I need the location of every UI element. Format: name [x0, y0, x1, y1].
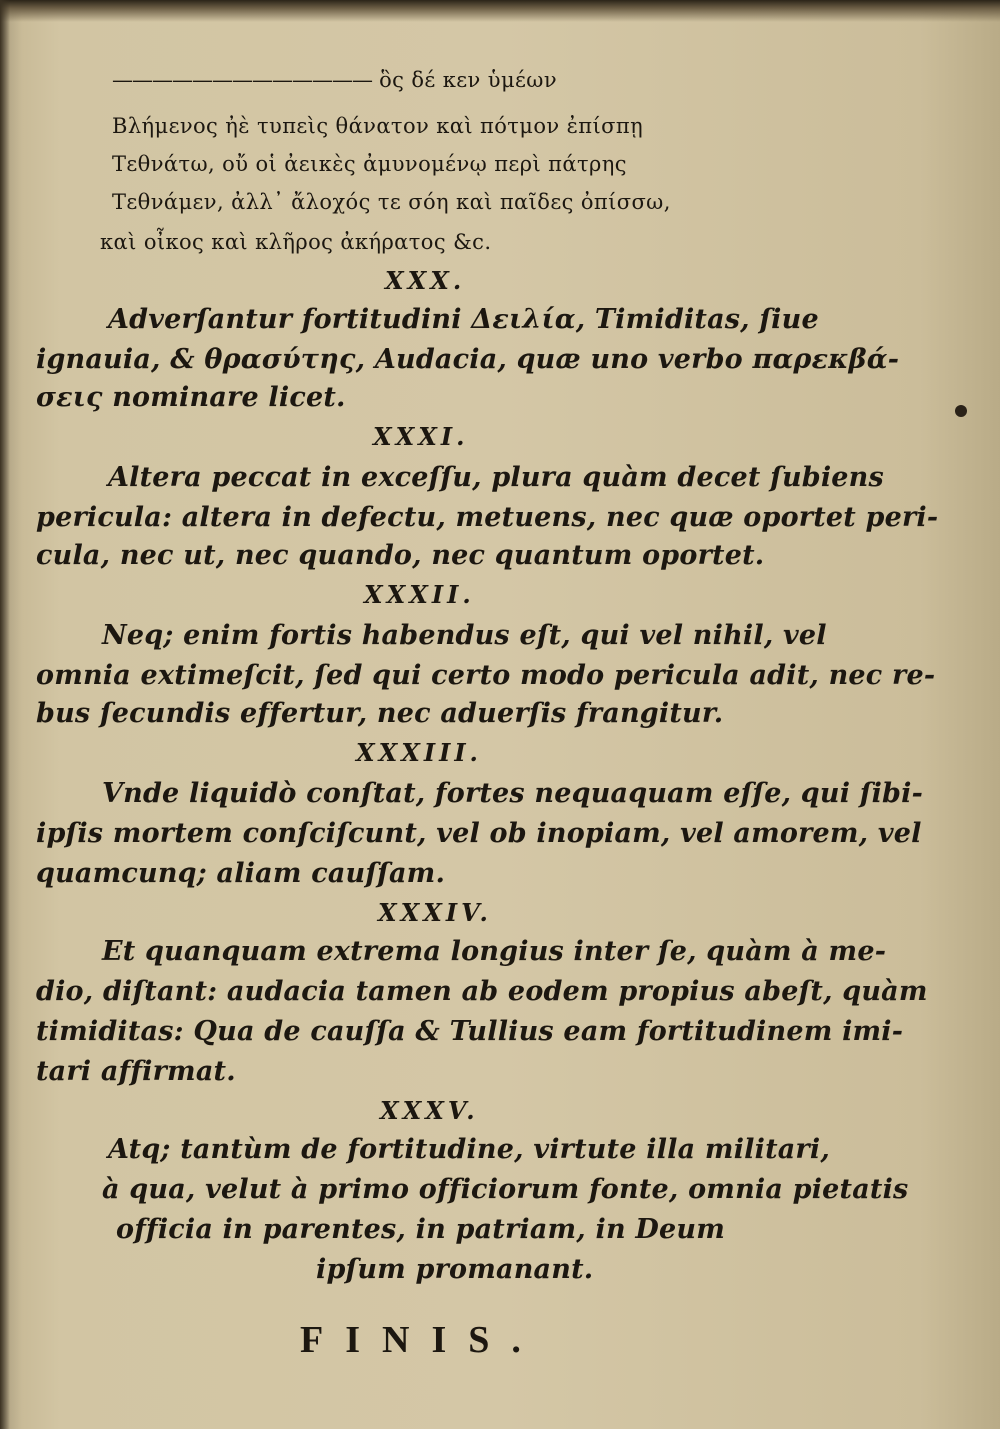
section-numeral: XXXII.: [364, 580, 475, 609]
section-numeral: XXX.: [385, 266, 466, 295]
finis-colophon: FINIS.: [300, 1319, 543, 1361]
section-line: Atq; tantùm de fortitudine, virtute illa militari,: [108, 1134, 830, 1165]
verse-rule: —————————————: [112, 68, 372, 92]
section-line: Vnde liquidò conſtat, fortes nequaquam eſſe, qui ſibi-: [102, 778, 923, 809]
section-line: officia in parentes, in patriam, in Deum: [116, 1214, 725, 1245]
verse-line-2: Βλήμενος ἠὲ τυπεὶς θάνατον καὶ πότμον ἐπίσπῃ: [112, 114, 644, 138]
section-line: quamcunq; aliam cauſſam.: [36, 858, 446, 889]
section-line: Et quanquam extrema longius inter ſe, quàm à me-: [102, 936, 887, 967]
section-line: omnia extimeſcit, ſed qui certo modo pericula adit, nec re-: [36, 660, 936, 691]
verse-line-5: καὶ οἶκος καὶ κλῆρος ἀκήρατος &c.: [100, 230, 492, 254]
section-line: bus ſecundis effertur, nec aduerſis frangitur.: [36, 698, 724, 729]
ink-stain: [955, 405, 967, 417]
section-line: à qua, velut à primo officiorum fonte, omnia pietatis: [102, 1174, 909, 1205]
verse-line-1: [112, 64, 557, 96]
section-numeral: XXXI.: [373, 422, 469, 451]
verse-line-1-text: ὃς δέ κεν ὑμέων: [379, 68, 557, 92]
section-line: Adverſantur fortitudini Δειλία, Timiditas, ſiue: [108, 304, 819, 335]
section-line: cula, nec ut, nec quando, nec quantum oportet.: [36, 540, 765, 571]
section-numeral: XXXV.: [380, 1096, 479, 1125]
verse-line-4: Τεθνάμεν, ἀλλ᾽ ἄλοχός τε σόη καὶ παῖδες ὀπίσσω,: [112, 190, 671, 214]
section-numeral: XXXIV.: [378, 898, 492, 927]
section-line: timiditas: Qua de cauſſa & Tullius eam fortitudinem imi-: [36, 1016, 904, 1047]
section-line: Neq; enim fortis habendus eſt, qui vel nihil, vel: [102, 620, 827, 651]
section-line: ipſum promanant.: [316, 1254, 594, 1285]
section-line: Altera peccat in exceſſu, plura quàm decet ſubiens: [108, 462, 884, 493]
section-numeral: XXXIII.: [356, 738, 482, 767]
verse-line-3: Τεθνάτω, οὔ οἱ ἀεικὲς ἀμυνομένῳ περὶ πάτρης: [112, 152, 627, 176]
section-line: ipſis mortem conſciſcunt, vel ob inopiam, vel amorem, vel: [36, 818, 922, 849]
page-binding-edge: [0, 0, 10, 1429]
page-top-shadow: [0, 0, 1000, 22]
section-line: ignauia, & θρασύτης, Audacia, quæ uno verbo παρεκβά-: [36, 344, 900, 375]
section-line: dio, diſtant: audacia tamen ab eodem propius abeſt, quàm: [36, 976, 928, 1007]
section-line: tari affirmat.: [36, 1056, 236, 1087]
section-line: σεις nominare licet.: [36, 382, 346, 413]
section-line: pericula: altera in defectu, metuens, nec quæ oportet peri-: [36, 502, 939, 533]
